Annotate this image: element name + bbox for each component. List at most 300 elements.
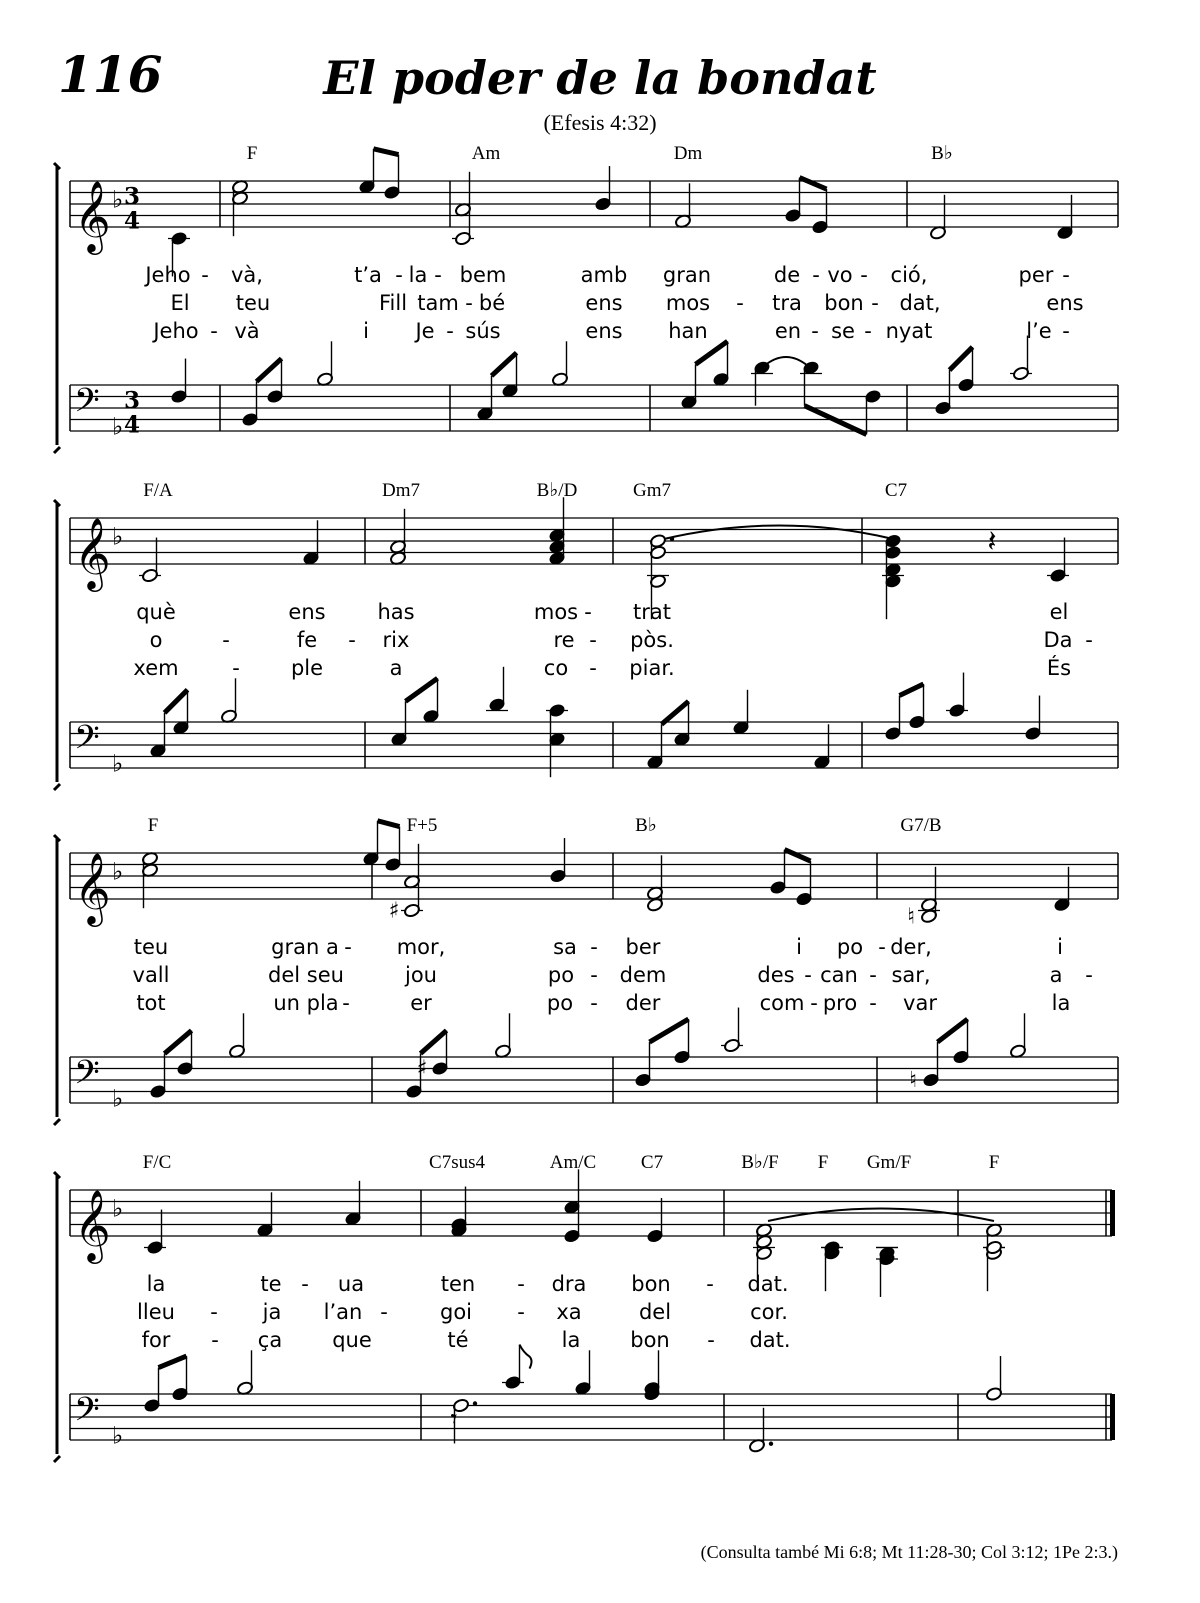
chord-symbol: C7: [640, 1152, 664, 1173]
lyric-syllable-verse-2: del seu: [268, 963, 344, 987]
time-signature-top: 3: [123, 183, 141, 211]
treble-note: [594, 166, 611, 211]
flat-icon: ♭: [112, 749, 124, 778]
flat-icon: ♭: [112, 1194, 124, 1223]
chord-symbol: C7sus4: [429, 1152, 485, 1173]
lyric-syllable-verse-2: teu: [235, 291, 271, 315]
lyric-syllable-verse-1: -: [434, 263, 442, 287]
lyric-syllable-verse-2: bon: [824, 291, 864, 315]
treble-clef-icon: 𝄞: [74, 516, 111, 589]
chord-symbol: C7: [884, 480, 908, 501]
lyric-syllable-verse-3: dat.: [749, 1328, 791, 1352]
treble-note: [450, 1187, 467, 1238]
beam: [159, 1356, 187, 1368]
lyric-syllable-verse-3: nyat: [885, 319, 933, 343]
bass-note: [494, 1013, 511, 1058]
chord-symbol: F: [988, 1152, 1000, 1173]
treble-note: [139, 538, 161, 583]
natural-icon: ♮: [909, 1068, 917, 1093]
bass-note: [680, 364, 697, 409]
lyric-syllable-verse-3: -: [810, 991, 818, 1015]
lyric-syllable-verse-1: i: [796, 935, 802, 959]
treble-note: [548, 497, 565, 565]
beam: [662, 701, 689, 724]
lyric-syllable-verse-2: po: [547, 963, 575, 987]
footer-reference: (Consulta també Mi 6:8; Mt 11:28-30; Col 3:12; 1Pe 2:3.): [700, 1542, 1118, 1562]
lyric-syllable-verse-2: re: [553, 628, 575, 652]
chord-symbol: F: [246, 143, 258, 164]
treble-note: [389, 844, 423, 924]
lyric-syllable-verse-1: teu: [133, 935, 169, 959]
lyric-syllable-verse-3: -: [211, 1328, 219, 1352]
lyric-syllable-verse-2: vall: [132, 963, 170, 987]
chord-symbol: B♭/D: [536, 480, 578, 501]
lyric-syllable-verse-3: -: [707, 1328, 715, 1352]
bass-note: [950, 347, 975, 392]
system-bracket: [54, 500, 60, 790]
bass-note: [574, 1350, 591, 1395]
bass-note: [165, 1031, 194, 1076]
bass-staff: [70, 1391, 1115, 1449]
chord-symbol: F+5: [406, 815, 438, 836]
bass-note: [650, 1019, 691, 1064]
beam: [650, 1019, 689, 1042]
lyric-syllable-verse-1: el: [1049, 600, 1069, 624]
beam: [900, 684, 924, 696]
treble-note: [1056, 195, 1073, 240]
lyric-syllable-verse-1: -: [517, 1272, 525, 1296]
chord-symbol: F/C: [142, 1152, 172, 1173]
beam: [785, 850, 811, 862]
lyric-syllable-verse-1: -: [344, 935, 352, 959]
lyric-syllable-verse-1: has: [377, 600, 415, 624]
hymn-title: El poder de la bondat: [323, 51, 877, 105]
lyric-syllable-verse-3: bon: [630, 1328, 670, 1352]
tie: [768, 1209, 994, 1222]
lyric-syllable-verse-3: sús: [465, 319, 501, 343]
lyric-syllable-verse-3: que: [332, 1328, 372, 1352]
bass-staff: [70, 382, 1118, 440]
lyric-syllable-verse-2: l’an: [323, 1300, 363, 1324]
lyric-syllable-verse-2: -: [1085, 628, 1093, 652]
bass-note: [486, 667, 508, 712]
chord-symbol: Am/C: [549, 1152, 597, 1173]
bass-note: [417, 1031, 449, 1082]
treble-note: [876, 1246, 898, 1297]
beam: [696, 341, 728, 364]
lyric-syllable-verse-3: un pla: [273, 991, 339, 1015]
bass-note: [884, 696, 901, 741]
lyric-syllable-verse-2: bé: [478, 291, 506, 315]
chord-symbol: B♭/F: [741, 1152, 779, 1173]
lyric-syllable-verse-3: -: [232, 656, 240, 680]
lyric-syllable-verse-1: mos: [533, 600, 579, 624]
beam: [378, 821, 400, 827]
treble-note: [549, 838, 566, 883]
lyric-syllable-verse-3: té: [447, 1328, 469, 1352]
lyric-syllable-verse-2: -: [1085, 963, 1093, 987]
treble-note: [563, 1169, 580, 1243]
beam: [950, 347, 973, 370]
bass-note: [220, 678, 237, 723]
lyric-syllable-verse-3: po: [546, 991, 574, 1015]
lyric-syllable-verse-1: -: [878, 935, 886, 959]
bass-staff: [70, 719, 1118, 777]
bass-clef-icon: 𝄢: [74, 382, 100, 429]
bass-note: [165, 690, 190, 735]
lyric-syllable-verse-1: què: [136, 600, 176, 624]
lyric-syllable-verse-1: la: [146, 1272, 166, 1296]
system-2: [54, 497, 1118, 790]
lyric-syllable-verse-1: -: [590, 935, 598, 959]
bass-note: [900, 684, 926, 729]
lyric-syllable-verse-3: co: [543, 656, 569, 680]
lyric-syllable-verse-3: -: [864, 319, 872, 343]
lyric-syllable-verse-3: der: [625, 991, 661, 1015]
tie: [764, 357, 808, 366]
treble-note: [800, 178, 829, 235]
bass-note: [390, 701, 407, 746]
bass-note: [502, 1345, 532, 1390]
treble-note: [141, 851, 158, 908]
lyric-syllable-verse-3: ça: [257, 1328, 283, 1352]
beam: [406, 678, 438, 701]
lyric-syllable-verse-1: -: [706, 1272, 714, 1296]
eighth-rest-icon: 𝄾: [450, 1404, 458, 1435]
bass-note: [228, 1013, 245, 1058]
beam: [800, 178, 827, 190]
flat-icon: ♭: [112, 522, 124, 551]
treble-note: [929, 195, 946, 240]
treble-note: [987, 524, 996, 559]
lyric-syllable-verse-1: -: [395, 263, 403, 287]
lyric-syllable-verse-2: -: [871, 291, 879, 315]
lyric-syllable-verse-2: lleu: [137, 1300, 175, 1324]
bass-note: [643, 1350, 660, 1401]
bass-clef-icon: 𝄢: [74, 1054, 100, 1101]
bass-note: [946, 673, 968, 718]
treble-note: [674, 183, 691, 228]
lyric-syllable-verse-3: i: [363, 319, 369, 343]
lyric-syllable-verse-2: -: [348, 628, 356, 652]
lyric-syllable-verse-3: -: [869, 991, 877, 1015]
lyric-syllable-verse-1: la: [408, 263, 428, 287]
lyric-syllable-verse-3: És: [1046, 656, 1072, 680]
lyric-syllable-verse-2: xa: [556, 1300, 582, 1324]
lyric-syllable-verse-1: -: [812, 263, 820, 287]
bass-note: [813, 724, 830, 769]
lyric-syllable-verse-2: goi: [439, 1300, 473, 1324]
chord-symbol: F: [147, 815, 159, 836]
hymn-number: 116: [58, 45, 163, 104]
time-signature-bottom: 4: [123, 207, 141, 235]
lyric-syllable-verse-2: fe: [296, 628, 318, 652]
beam: [374, 149, 399, 155]
bass-note: [551, 341, 568, 386]
lyric-syllable-verse-3: -: [1062, 319, 1070, 343]
bass-note: [241, 382, 258, 427]
lyric-syllable-verse-2: mos: [665, 291, 711, 315]
lyric-syllable-verse-1: -: [1062, 263, 1070, 287]
bass-note: [732, 690, 749, 735]
lyric-syllable-verse-1: -: [584, 600, 592, 624]
bass-note: [143, 1368, 160, 1413]
lyric-syllable-verse-3: com: [759, 991, 805, 1015]
lyric-syllable-verse-2: tra: [772, 291, 802, 315]
lyric-syllable-verse-3: Je: [415, 319, 435, 343]
bass-note: [1009, 1013, 1026, 1058]
system-bracket: [54, 1172, 60, 1462]
lyric-syllable-verse-1: gran a: [271, 935, 339, 959]
treble-note: [769, 850, 786, 895]
bass-note: [236, 1350, 253, 1395]
lyric-syllable-verse-1: gran: [662, 263, 712, 287]
lyric-syllable-verse-3: -: [590, 991, 598, 1015]
treble-staff: [70, 851, 1118, 930]
lyric-syllable-verse-1: bem: [459, 263, 507, 287]
lyric-syllable-verse-2: -: [465, 291, 473, 315]
treble-note: [646, 855, 663, 912]
lyric-syllable-verse-1: ens: [288, 600, 326, 624]
treble-clef-icon: 𝄞: [74, 179, 111, 252]
lyric-syllable-verse-2: -: [380, 1300, 388, 1324]
final-barline-thick: [1110, 1394, 1115, 1440]
bass-note: [476, 376, 493, 421]
lyric-syllable-verse-1: de: [773, 263, 801, 287]
bass-note: [800, 360, 822, 405]
lyric-syllable-verse-1: bon: [631, 1272, 671, 1296]
lyric-syllable-verse-1: te: [260, 1272, 282, 1296]
lyric-syllable-verse-1: sa: [553, 935, 577, 959]
lyric-syllable-verse-3: a: [389, 656, 403, 680]
lyric-syllable-verse-3: ple: [290, 656, 324, 680]
lyric-syllable-verse-2: -: [736, 291, 744, 315]
bass-note: [159, 1356, 189, 1401]
lyric-syllable-verse-1: ber: [625, 935, 661, 959]
lyric-syllable-verse-1: và,: [231, 263, 263, 287]
bass-note: [451, 1404, 458, 1434]
lyric-syllable-verse-3: piar.: [629, 656, 675, 680]
natural-icon: ♮: [907, 904, 915, 930]
lyric-syllable-verse-3: -: [342, 991, 350, 1015]
scripture-reference: (Efesis 4:32): [543, 110, 657, 135]
lyric-syllable-verse-1: po: [836, 935, 864, 959]
bass-note: [985, 1356, 1002, 1401]
beam: [492, 353, 517, 376]
final-barline-thick: [1110, 1190, 1115, 1236]
bass-note: [646, 724, 663, 769]
lyric-syllable-verse-1: -: [860, 263, 868, 287]
chord-symbol: G7/B: [900, 815, 942, 836]
treble-note: [362, 821, 379, 866]
flat-icon: ♭: [112, 1421, 124, 1450]
lyric-syllable-verse-3: l’e: [1026, 319, 1052, 343]
treble-note: [144, 1210, 166, 1255]
treble-note: [821, 1240, 843, 1291]
lyric-syllable-verse-2: o: [149, 628, 163, 652]
bass-note: [805, 389, 882, 434]
system-bracket: [54, 163, 60, 453]
lyric-syllable-verse-3: ens: [585, 319, 623, 343]
lyric-syllable-verse-2: -: [517, 1300, 525, 1324]
lyric-syllable-verse-3: en: [774, 319, 802, 343]
chord-symbol: Am: [471, 143, 501, 164]
lyric-syllable-verse-1: dat.: [747, 1272, 789, 1296]
bass-note: [316, 341, 333, 386]
lyric-syllable-verse-2: cor.: [750, 1300, 788, 1324]
bass-note: [406, 678, 440, 723]
lyric-syllable-verse-2: rix: [382, 628, 410, 652]
treble-note: [983, 1223, 1005, 1291]
treble-note: [785, 850, 813, 907]
lyric-syllable-verse-2: Fill: [378, 291, 408, 315]
treble-note: [231, 179, 248, 236]
chord-symbol: F/A: [143, 480, 173, 501]
lyric-syllable-verse-3: và: [234, 319, 260, 343]
bass-note: [634, 1042, 651, 1087]
lyric-syllable-verse-3: han: [668, 319, 708, 343]
bass-note: [546, 703, 568, 777]
lyric-syllable-verse-2: can: [820, 963, 858, 987]
treble-note: [344, 1181, 361, 1226]
sharp-icon: ♯: [416, 1056, 428, 1082]
lyric-syllable-verse-1: ua: [337, 1272, 365, 1296]
lyric-syllable-verse-2: pòs.: [630, 628, 674, 652]
treble-staff: [70, 1188, 1115, 1264]
lyric-syllable-verse-3: var: [903, 991, 937, 1015]
lyric-syllable-verse-2: -: [804, 963, 812, 987]
lyric-syllable-verse-1: trat: [633, 600, 671, 624]
flat-icon: ♭: [112, 1084, 124, 1113]
bass-clef-icon: 𝄢: [74, 1391, 100, 1438]
lyric-syllable-verse-1: Jeho: [145, 263, 191, 287]
chord-symbol: B♭: [635, 815, 657, 836]
bass-note: [149, 713, 166, 758]
lyric-syllable-verse-3: tot: [136, 991, 166, 1015]
chord-symbol: Gm7: [633, 480, 671, 501]
lyric-syllable-verse-2: sar,: [891, 963, 931, 987]
treble-note: [302, 520, 319, 565]
lyric-syllable-verse-1: per: [1018, 263, 1054, 287]
lyric-syllable-verse-3: pro: [822, 991, 858, 1015]
flat-icon: ♭: [112, 412, 124, 441]
beam: [421, 1031, 447, 1054]
bass-clef-icon: 𝄢: [74, 719, 100, 766]
treble-staff: [70, 179, 1118, 255]
treble-note: [389, 509, 406, 566]
bass-note: [257, 359, 284, 404]
lyric-syllable-verse-3: -: [210, 319, 218, 343]
lyric-syllable-verse-3: er: [410, 991, 432, 1015]
lyric-syllable-verse-3: -: [446, 319, 454, 343]
treble-note: [646, 1198, 663, 1243]
lyric-syllable-verse-2: ens: [1046, 291, 1084, 315]
treble-note: [256, 1192, 273, 1237]
treble-note: [784, 178, 801, 223]
beam: [165, 1031, 192, 1054]
lyric-syllable-verse-2: dat,: [899, 291, 941, 315]
quarter-rest-icon: 𝄽: [987, 524, 997, 560]
bass-note: [751, 360, 773, 405]
treble-clef-icon: 𝄞: [74, 851, 111, 924]
bass-note: [170, 359, 187, 404]
treble-note: [452, 172, 474, 246]
lyric-syllable-verse-3: xem: [133, 656, 179, 680]
lyric-syllable-verse-2: Da: [1043, 628, 1073, 652]
lyric-syllable-verse-2: -: [589, 628, 597, 652]
lyric-syllable-verse-2: dem: [619, 963, 667, 987]
lyric-syllable-verse-1: amb: [580, 263, 628, 287]
bass-note: [748, 1408, 773, 1453]
time-signature-bottom: 4: [123, 411, 141, 439]
treble-note: [1053, 867, 1070, 912]
bass-note: [149, 1054, 166, 1099]
bass-note: [909, 1042, 940, 1093]
system-3: [54, 821, 1118, 1125]
flat-icon: ♭: [112, 185, 124, 214]
treble-staff: [70, 516, 1118, 592]
lyric-syllable-verse-1: ció,: [890, 263, 928, 287]
lyric-syllable-verse-2: -: [222, 628, 230, 652]
bass-note: [938, 1019, 970, 1064]
chord-symbol: Gm/F: [866, 1152, 912, 1173]
lyric-syllable-verse-2: jou: [405, 963, 437, 987]
chord-symbol: F: [817, 1152, 829, 1173]
lyric-syllable-verse-1: -: [301, 1272, 309, 1296]
treble-note: [358, 149, 375, 194]
treble-note: [882, 533, 904, 619]
chord-symbol: Dm7: [382, 480, 420, 501]
beam: [165, 690, 188, 713]
lyric-syllable-verse-2: ens: [585, 291, 623, 315]
treble-note: [1047, 538, 1069, 583]
lyric-syllable-verse-1: der,: [890, 935, 932, 959]
lyric-syllable-verse-1: mor,: [396, 935, 446, 959]
sharp-icon: ♯: [388, 898, 400, 924]
beam: [257, 359, 282, 382]
lyric-syllable-verse-1: -: [201, 263, 209, 287]
lyric-syllable-verse-2: del: [638, 1300, 672, 1324]
lyric-syllable-verse-1: t’a: [354, 263, 382, 287]
lyric-syllable-verse-2: tam: [417, 291, 459, 315]
bass-note: [934, 370, 951, 415]
beam: [938, 1019, 968, 1042]
lyric-syllable-verse-2: ja: [262, 1300, 282, 1324]
lyric-syllable-verse-2: -: [210, 1300, 218, 1324]
dot: [769, 1442, 773, 1446]
bass-note: [696, 341, 730, 386]
lyric-syllable-verse-3: Jeho: [153, 319, 199, 343]
lyric-syllable-verse-1: i: [1057, 935, 1063, 959]
time-signature-top: 3: [123, 387, 141, 415]
lyric-syllable-verse-2: -: [869, 963, 877, 987]
lyric-syllable-verse-3: se: [831, 319, 855, 343]
lyric-syllable-verse-2: -: [590, 963, 598, 987]
lyric-syllable-verse-2: El: [170, 291, 190, 315]
lyric-syllable-verse-1: dra: [551, 1272, 587, 1296]
treble-clef-icon: 𝄞: [74, 1188, 111, 1261]
bass-note: [1024, 696, 1041, 741]
lyric-syllable-verse-2: a: [1049, 963, 1063, 987]
tie: [664, 526, 893, 540]
dot: [473, 1401, 477, 1405]
bass-note: [492, 353, 519, 398]
bass-note: [721, 1008, 743, 1053]
flat-icon: ♭: [112, 857, 124, 886]
chord-symbol: Dm: [673, 143, 703, 164]
bass-note: [662, 701, 691, 746]
lyric-syllable-verse-3: -: [589, 656, 597, 680]
